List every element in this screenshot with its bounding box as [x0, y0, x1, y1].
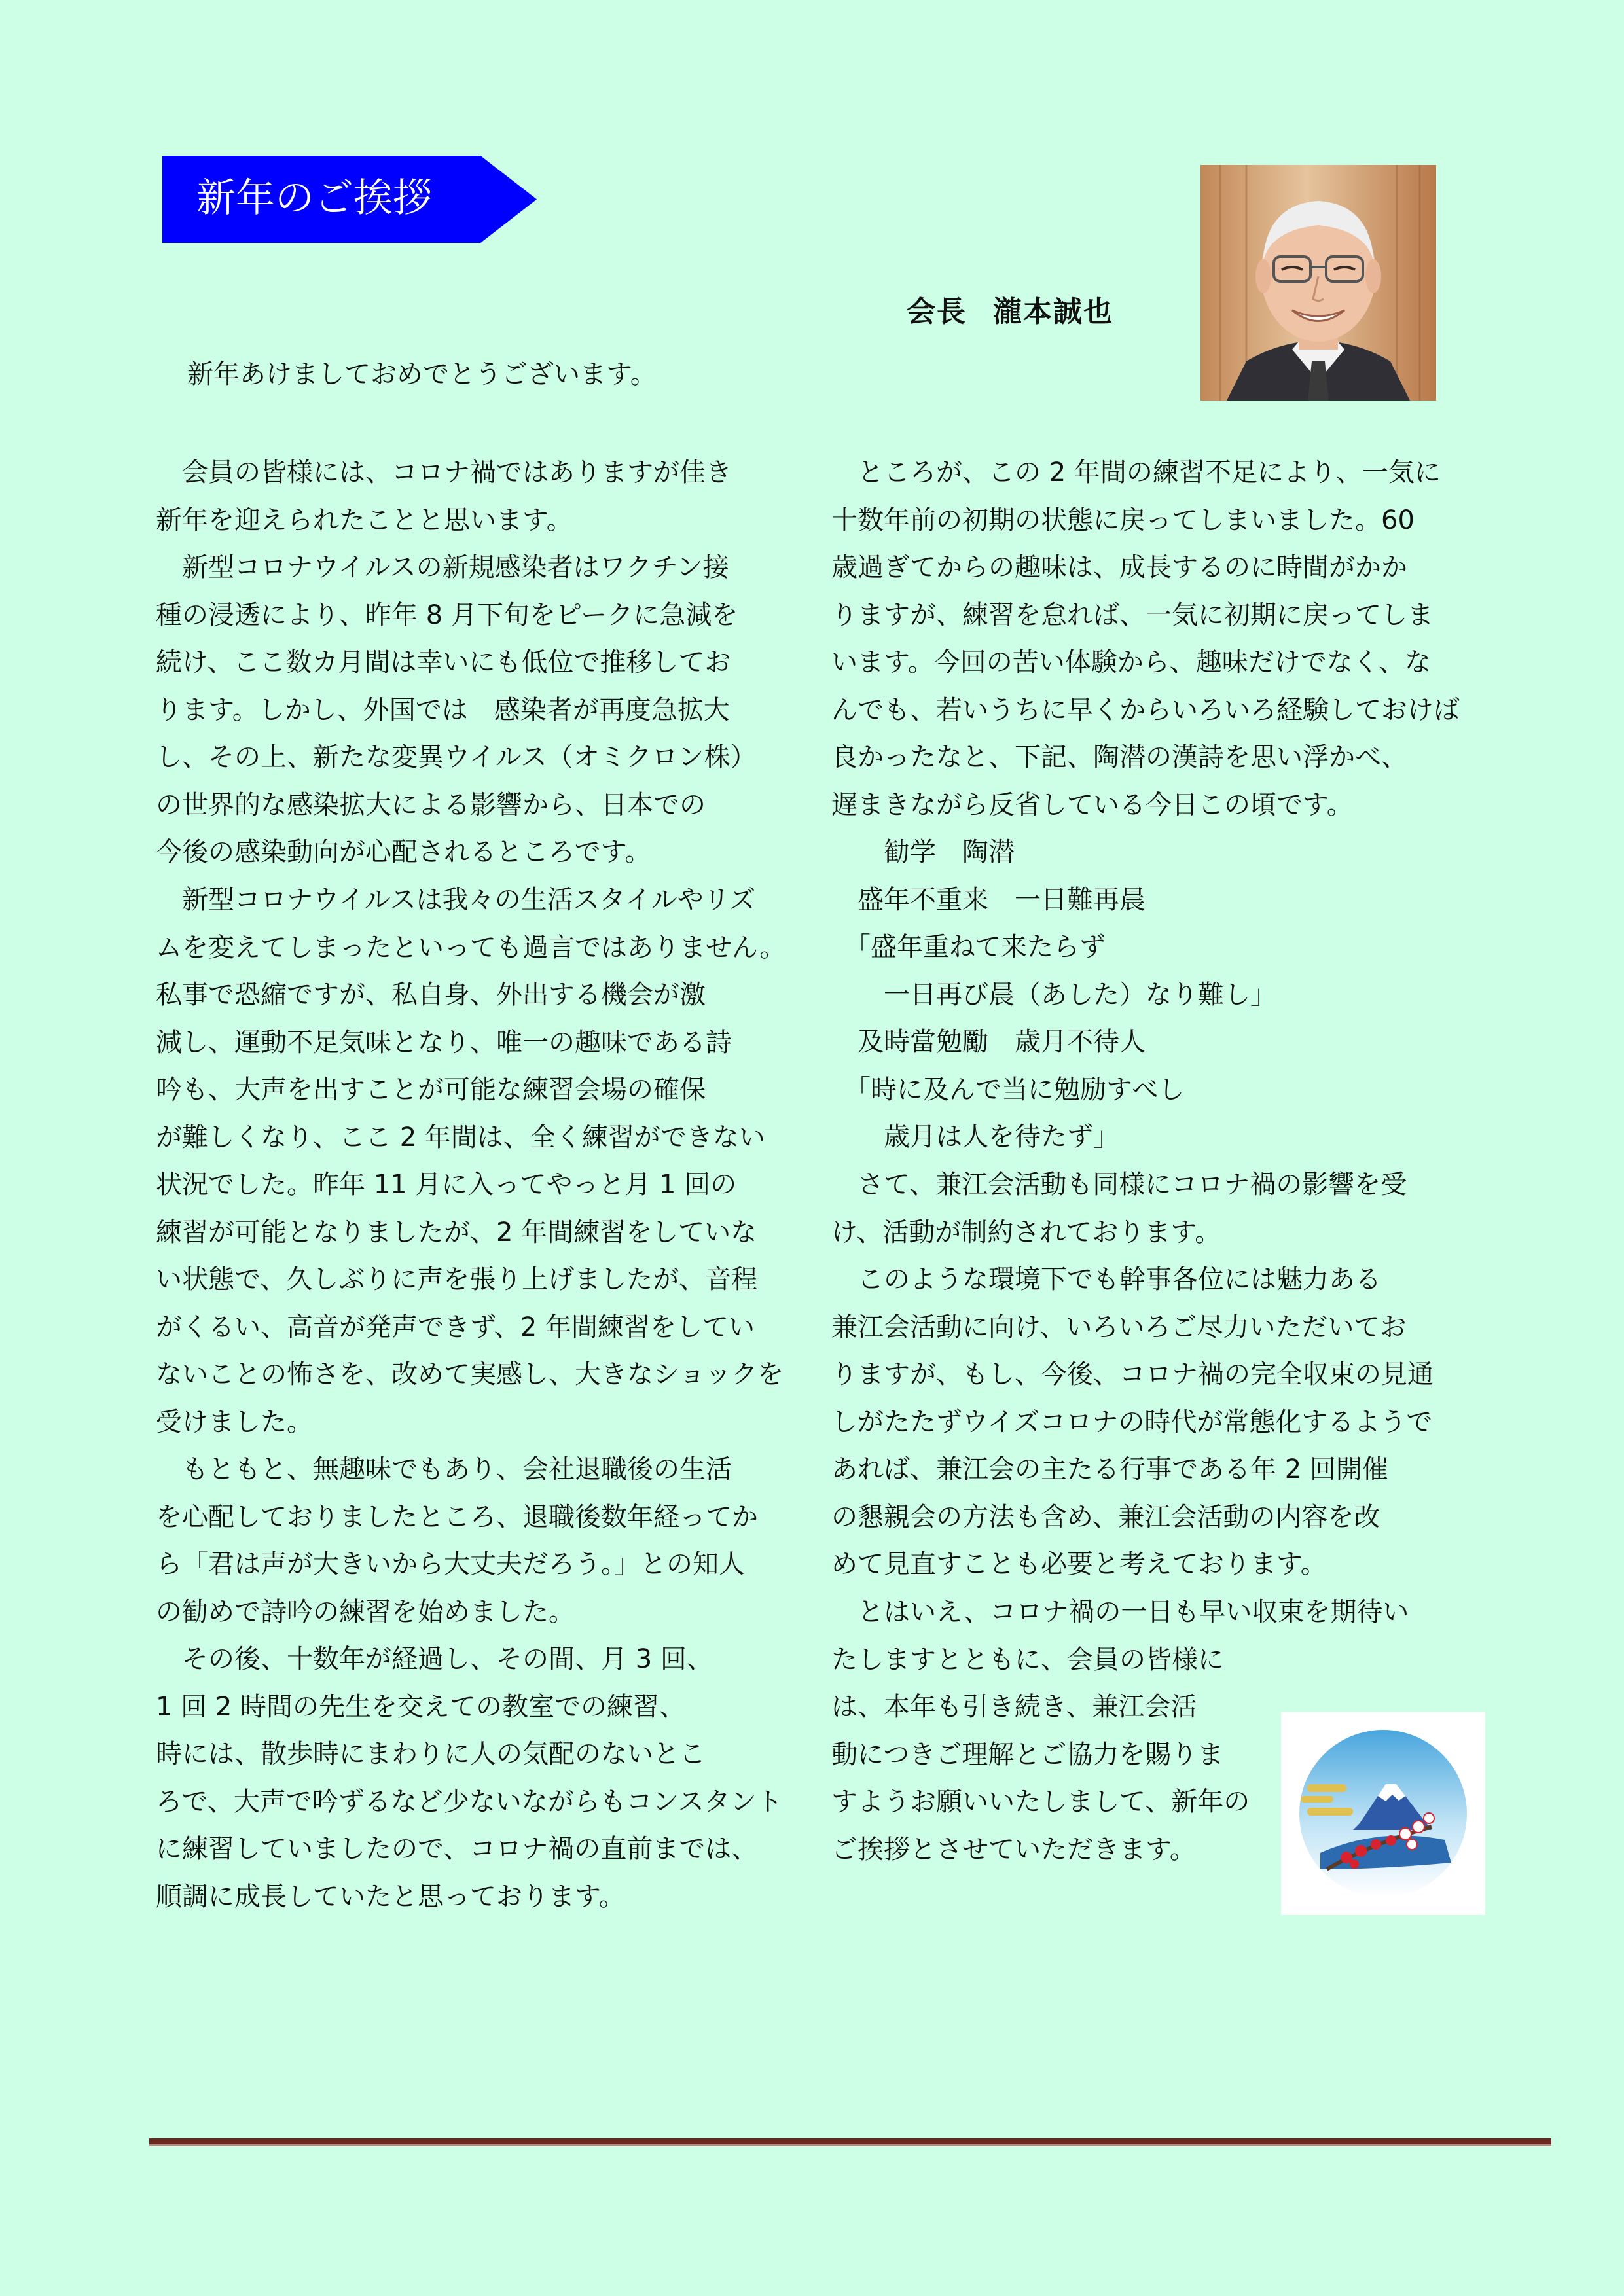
text-line: 新型コロナウイルスの新規感染者はワクチン接 — [156, 552, 729, 583]
text-line: ご挨拶とさせていただきます。 — [831, 1834, 1196, 1865]
poem-line: 「盛年重ねて来たらず — [831, 932, 1106, 962]
poem-line: 「時に及んで当に勉励すべし — [831, 1074, 1185, 1105]
text-line: 減し、運動不足気味となり、唯一の趣味である詩 — [156, 1027, 732, 1058]
text-line: 1 回 2 時間の先生を交えての教室での練習、 — [156, 1691, 686, 1722]
text-line: 動につきご理解とご協力を賜りま — [831, 1739, 1224, 1770]
text-line: ろで、大声で吟ずるなど少ないながらもコンスタント — [156, 1786, 783, 1817]
text-line: りますが、もし、今後、コロナ禍の完全収束の見通 — [831, 1359, 1434, 1390]
author-title: 会長 — [907, 295, 967, 329]
mount-fuji-plum-icon — [1281, 1712, 1485, 1915]
text-line: 練習が可能となりましたが、2 年間練習をしていな — [156, 1217, 757, 1247]
text-line: たしますとともに、会員の皆様に — [831, 1644, 1224, 1675]
text-line: ところが、この 2 年間の練習不足により、一気に — [831, 457, 1441, 488]
text-line: 遅まきながら反省している今日この頃です。 — [831, 789, 1353, 820]
text-line: 良かったなと、下記、陶潜の漢詩を思い浮かべ、 — [831, 742, 1407, 772]
text-line: その後、十数年が経過し、その間、月 3 回、 — [156, 1644, 713, 1674]
left-paragraph-1 — [156, 449, 732, 544]
text-line: け、活動が制約されております。 — [831, 1217, 1221, 1247]
text-line: がくるい、高音が発声できず、2 年間練習をしてい — [156, 1312, 755, 1342]
text-line: 新型コロナウイルスは我々の生活スタイルやリズ — [156, 885, 755, 915]
new-year-emblem — [1281, 1712, 1485, 1915]
text-line: 続け、ここ数カ月間は幸いにも低位で推移してお — [156, 647, 731, 677]
text-line: ら「君は声が大きいから大丈夫だろう。」との知人 — [156, 1549, 745, 1579]
poem-line: 一日再び晨（あした）なり難し」 — [831, 979, 1276, 1010]
author-line — [907, 288, 1113, 330]
author-name: 瀧本誠也 — [993, 295, 1113, 329]
text-line: が難しくなり、ここ 2 年間は、全く練習ができない — [156, 1122, 765, 1153]
text-line: すようお願いいたしまして、新年の — [831, 1787, 1250, 1817]
text-line: 状況でした。昨年 11 月に入ってやっと月 1 回の — [156, 1170, 737, 1200]
text-line: 十数年前の初期の状態に戻ってしまいました。60 — [831, 505, 1415, 535]
poem-line: 歳月は人を待たず」 — [831, 1122, 1119, 1152]
right-paragraph-1 — [831, 449, 1460, 829]
text-line: の勧めで詩吟の練習を始めました。 — [156, 1596, 575, 1627]
right-paragraph-3 — [831, 1256, 1434, 1588]
text-line: りますが、練習を怠れば、一気に初期に戻ってしま — [831, 600, 1434, 630]
text-line: さて、兼江会活動も同様にコロナ禍の影響を受 — [831, 1170, 1407, 1200]
portrait-photo — [1200, 165, 1436, 401]
text-line: を心配しておりましたところ、退職後数年経ってか — [156, 1501, 758, 1532]
text-line: めて見直すことも必要と考えております。 — [831, 1549, 1327, 1579]
text-line: の懇親会の方法も含め、兼江会活動の内容を改 — [831, 1501, 1380, 1532]
poem-line: 勧学 陶潜 — [831, 837, 1015, 867]
text-line: んでも、若いうちに早くからいろいろ経験しておけば — [831, 694, 1460, 725]
text-line: います。今回の苦い体験から、趣味だけでなく、な — [831, 647, 1431, 677]
right-paragraph-2 — [831, 1161, 1407, 1256]
left-paragraph-4 — [156, 1446, 758, 1636]
text-line: 順調に成長していたと思っております。 — [156, 1881, 625, 1912]
text-line: 時には、散歩時にまわりに人の気配のないとこ — [156, 1739, 706, 1769]
text-line: 吟も、大声を出すことが可能な練習会場の確保 — [156, 1075, 706, 1105]
text-line: 兼江会活動に向け、いろいろご尽力いただいてお — [831, 1312, 1407, 1342]
text-line: 今後の感染動向が心配されるところです。 — [156, 837, 651, 867]
left-paragraph-3 — [156, 876, 785, 1446]
poem-block — [831, 829, 1276, 1161]
text-line: に練習していましたので、コロナ禍の直前までは、 — [156, 1834, 758, 1864]
poem-line: 盛年不重来 一日難再晨 — [831, 884, 1146, 915]
text-line: ないことの怖さを、改めて実感し、大きなショックを — [156, 1359, 784, 1390]
text-line: ります。しかし、外国では 感染者が再度急拡大 — [156, 694, 730, 725]
page-title: 新年のご挨拶 — [196, 175, 432, 221]
text-line: ムを変えてしまったといっても過言ではありません。 — [156, 932, 786, 963]
portrait-image — [1200, 165, 1436, 401]
text-line: しがたたずウイズコロナの時代が常態化するようで — [831, 1407, 1433, 1437]
text-line: は、本年も引き続き、兼江会活 — [831, 1692, 1197, 1722]
text-line: 種の浸透により、昨年 8 月下旬をピークに急減を — [156, 600, 738, 630]
text-line: し、その上、新たな変異ウイルス（オミクロン株） — [156, 742, 757, 772]
text-line: い状態で、久しぶりに声を張り上げましたが、音程 — [156, 1265, 758, 1295]
text-line: の世界的な感染拡大による影響から、日本での — [156, 789, 706, 820]
greeting-line: 新年あけましておめでとうございます。 — [187, 359, 657, 389]
text-line: 歳過ぎてからの趣味は、成長するのに時間がかか — [831, 552, 1407, 583]
text-line: 新年を迎えられたことと思います。 — [156, 505, 573, 535]
text-line: もともと、無趣味でもあり、会社退職後の生活 — [156, 1454, 732, 1484]
text-line: とはいえ、コロナ禍の一日も早い収束を期待い — [831, 1597, 1409, 1627]
text-line: あれば、兼江会の主たる行事である年 2 回開催 — [831, 1454, 1388, 1484]
text-line: 私事で恐縮ですが、私自身、外出する機会が激 — [156, 980, 706, 1010]
text-line: 会員の皆様には、コロナ禍ではありますが佳き — [156, 457, 732, 488]
text-line: 受けました。 — [156, 1407, 313, 1437]
text-line: このような環境下でも幹事各位には魅力ある — [831, 1265, 1381, 1295]
left-paragraph-2 — [156, 544, 757, 876]
left-paragraph-5 — [156, 1636, 783, 1920]
poem-line: 及時當勉勵 歳月不待人 — [831, 1027, 1146, 1057]
footer-divider — [149, 2138, 1551, 2146]
